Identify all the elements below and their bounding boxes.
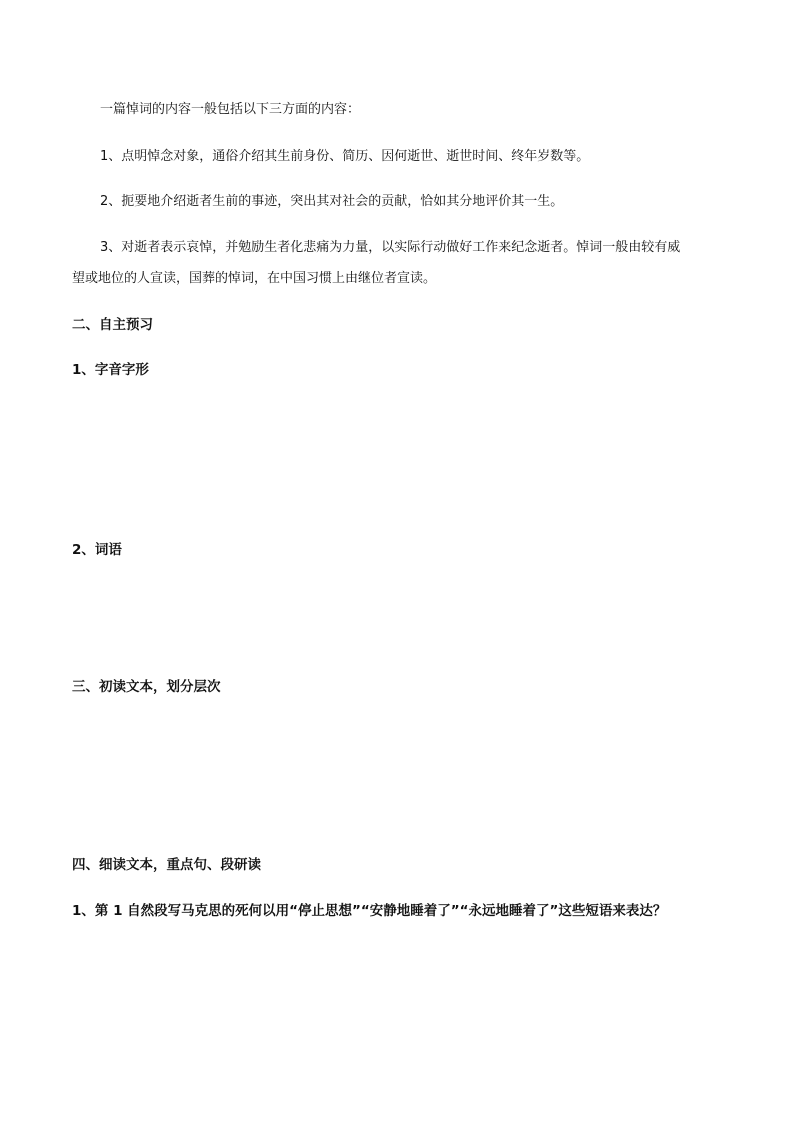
intro-item-1: 1、点明悼念对象，通俗介绍其生前身份、简历、因何逝世、逝世时间、终年岁数等。	[100, 149, 590, 164]
section-heading-first-reading: 三、初读文本，划分层次	[72, 679, 221, 695]
section-heading-close-reading: 四、细读文本，重点句、段研读	[72, 857, 261, 873]
intro-item-3-line-2: 望或地位的人宣读，国葬的悼词，在中国习惯上由继位者宣读。	[72, 271, 437, 286]
intro-item-2: 2、扼要地介绍逝者生前的事迹，突出其对社会的贡献，恰如其分地评价其一生。	[100, 194, 564, 209]
section-heading-preview: 二、自主预习	[72, 317, 153, 333]
intro-item-3-line-1: 3、对逝者表示哀悼，并勉励生者化悲痛为力量，以实际行动做好工作来纪念逝者。悼词一般由较有威	[100, 240, 681, 255]
subheading-vocabulary: 2、词语	[72, 542, 122, 558]
subheading-pronunciation-characters: 1、字音字形	[72, 362, 149, 378]
intro-lead: 一篇悼词的内容一般包括以下三方面的内容：	[100, 102, 361, 117]
close-reading-question-1: 1、第 1 自然段写马克思的死何以用“停止思想”“安静地睡着了”“永远地睡着了”这些短语来表达？	[72, 903, 667, 919]
